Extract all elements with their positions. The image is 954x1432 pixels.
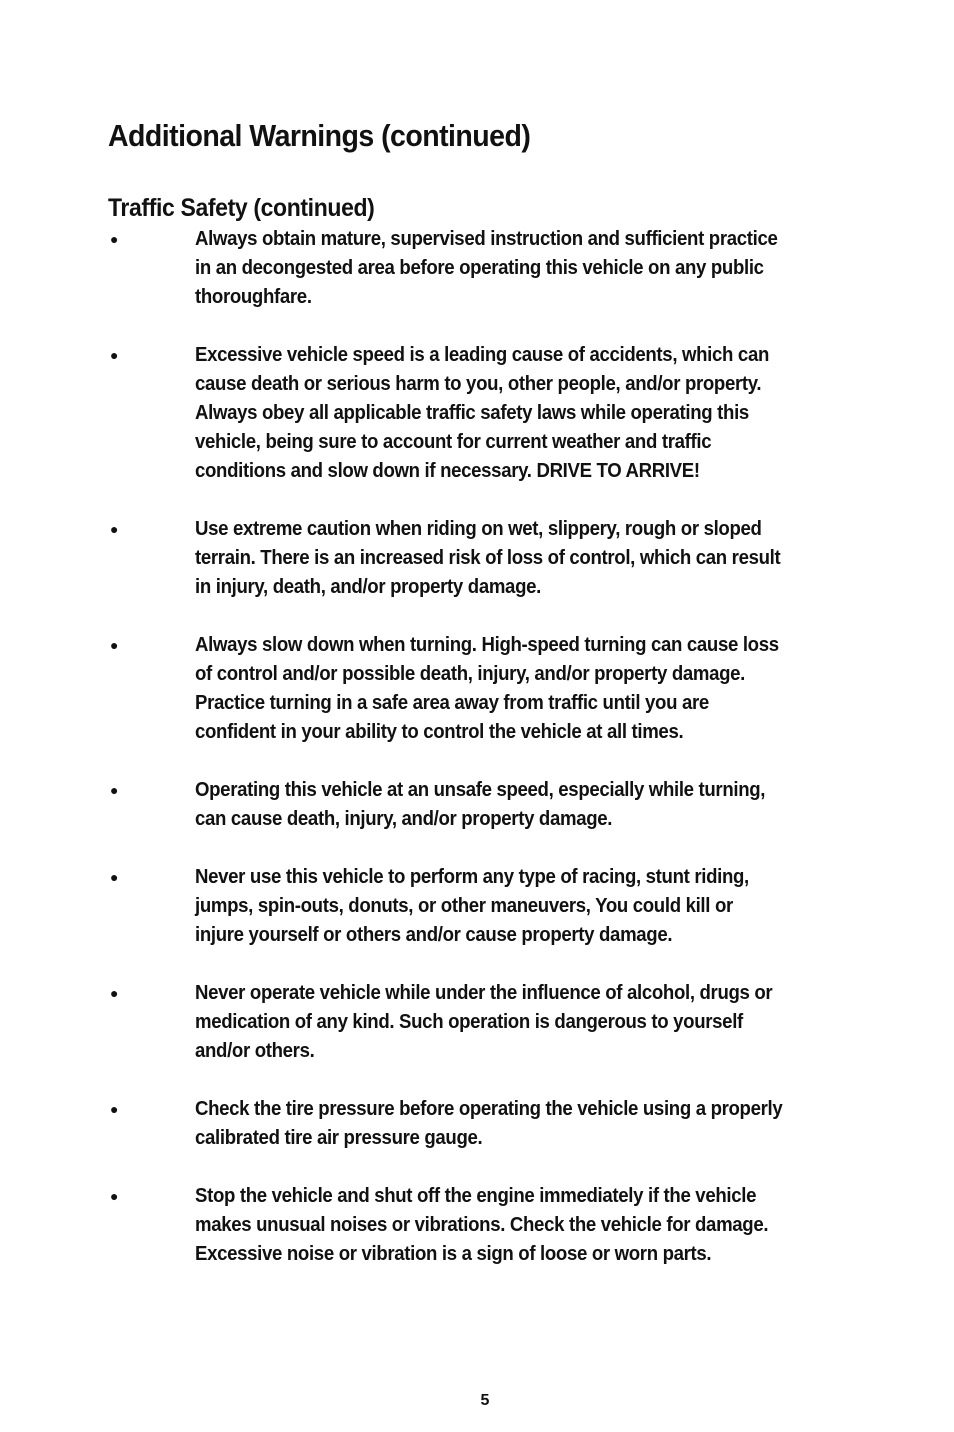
warning-text-line: Always slow down when turning. High-speed turning can cause loss [195, 634, 779, 656]
warning-text-line: Check the tire pressure before operating the vehicle using a properly [195, 1098, 783, 1120]
warning-text-line: thoroughfare. [195, 286, 312, 308]
warning-text-line: in injury, death, and/or property damage. [195, 576, 541, 598]
page-number: 5 [480, 1392, 490, 1409]
warning-text-line: vehicle, being sure to account for current weather and traffic [195, 431, 712, 453]
warning-text-line: Never operate vehicle while under the influence of alcohol, drugs or [195, 982, 773, 1004]
warning-text [195, 341, 915, 486]
warning-text-line: medication of any kind. Such operation is dangerous to yourself [195, 1011, 743, 1033]
warning-item [108, 979, 868, 1066]
warning-text-line: Always obey all applicable traffic safety laws while operating this [195, 402, 749, 424]
bullet-icon: ● [110, 521, 119, 537]
warning-text-line: Stop the vehicle and shut off the engine immediately if the vehicle [195, 1185, 757, 1207]
warning-text [195, 979, 915, 1066]
warning-item [108, 1182, 868, 1269]
warning-text-line: injure yourself or others and/or cause property damage. [195, 924, 673, 946]
warning-text-line: jumps, spin-outs, donuts, or other maneuvers, You could kill or [195, 895, 733, 917]
bullet-icon: ● [110, 1188, 119, 1204]
warning-text-line: and/or others. [195, 1040, 315, 1062]
warning-text [195, 225, 915, 312]
warning-text-line: Practice turning in a safe area away from traffic until you are [195, 692, 709, 714]
bullet-icon: ● [110, 637, 119, 653]
warning-item [108, 225, 868, 312]
warning-item [108, 1095, 868, 1153]
bullet-icon: ● [110, 782, 119, 798]
warning-item [108, 776, 868, 834]
bullet-icon: ● [110, 869, 119, 885]
warning-item [108, 863, 868, 950]
warning-text-line: Excessive noise or vibration is a sign of loose or worn parts. [195, 1243, 712, 1265]
warning-text-line: in an decongested area before operating this vehicle on any public [195, 257, 764, 279]
warning-text [195, 1095, 915, 1153]
warning-text [195, 776, 915, 834]
warning-text [195, 863, 915, 950]
page-title: Additional Warnings (continued) [108, 118, 531, 153]
warning-text-line: makes unusual noises or vibrations. Check the vehicle for damage. [195, 1214, 769, 1236]
warning-text-line: calibrated tire air pressure gauge. [195, 1127, 483, 1149]
warning-text-line: of control and/or possible death, injury, and/or property damage. [195, 663, 746, 685]
warning-text [195, 515, 915, 602]
warning-text-line: can cause death, injury, and/or property damage. [195, 808, 613, 830]
bullet-icon: ● [110, 1101, 119, 1117]
section-title: Traffic Safety (continued) [108, 194, 375, 222]
warning-item [108, 341, 868, 486]
warning-text [195, 631, 915, 747]
warning-text-line: conditions and slow down if necessary. DRIVE TO ARRIVE! [195, 460, 700, 482]
bullet-icon: ● [110, 985, 119, 1001]
warning-text-line: Use extreme caution when riding on wet, slippery, rough or sloped [195, 518, 762, 540]
warning-text-line: Always obtain mature, supervised instruction and sufficient practice [195, 228, 778, 250]
warning-list [108, 225, 868, 1298]
warning-text-line: Never use this vehicle to perform any type of racing, stunt riding, [195, 866, 749, 888]
bullet-icon: ● [110, 347, 119, 363]
warning-text-line: cause death or serious harm to you, other people, and/or property. [195, 373, 762, 395]
warning-text-line: Excessive vehicle speed is a leading cause of accidents, which can [195, 344, 770, 366]
warning-item [108, 631, 868, 747]
warning-text [195, 1182, 915, 1269]
warning-text-line: terrain. There is an increased risk of loss of control, which can result [195, 547, 781, 569]
warning-text-line: Operating this vehicle at an unsafe speed, especially while turning, [195, 779, 766, 801]
bullet-icon: ● [110, 231, 119, 247]
warning-text-line: confident in your ability to control the vehicle at all times. [195, 721, 684, 743]
warning-item [108, 515, 868, 602]
